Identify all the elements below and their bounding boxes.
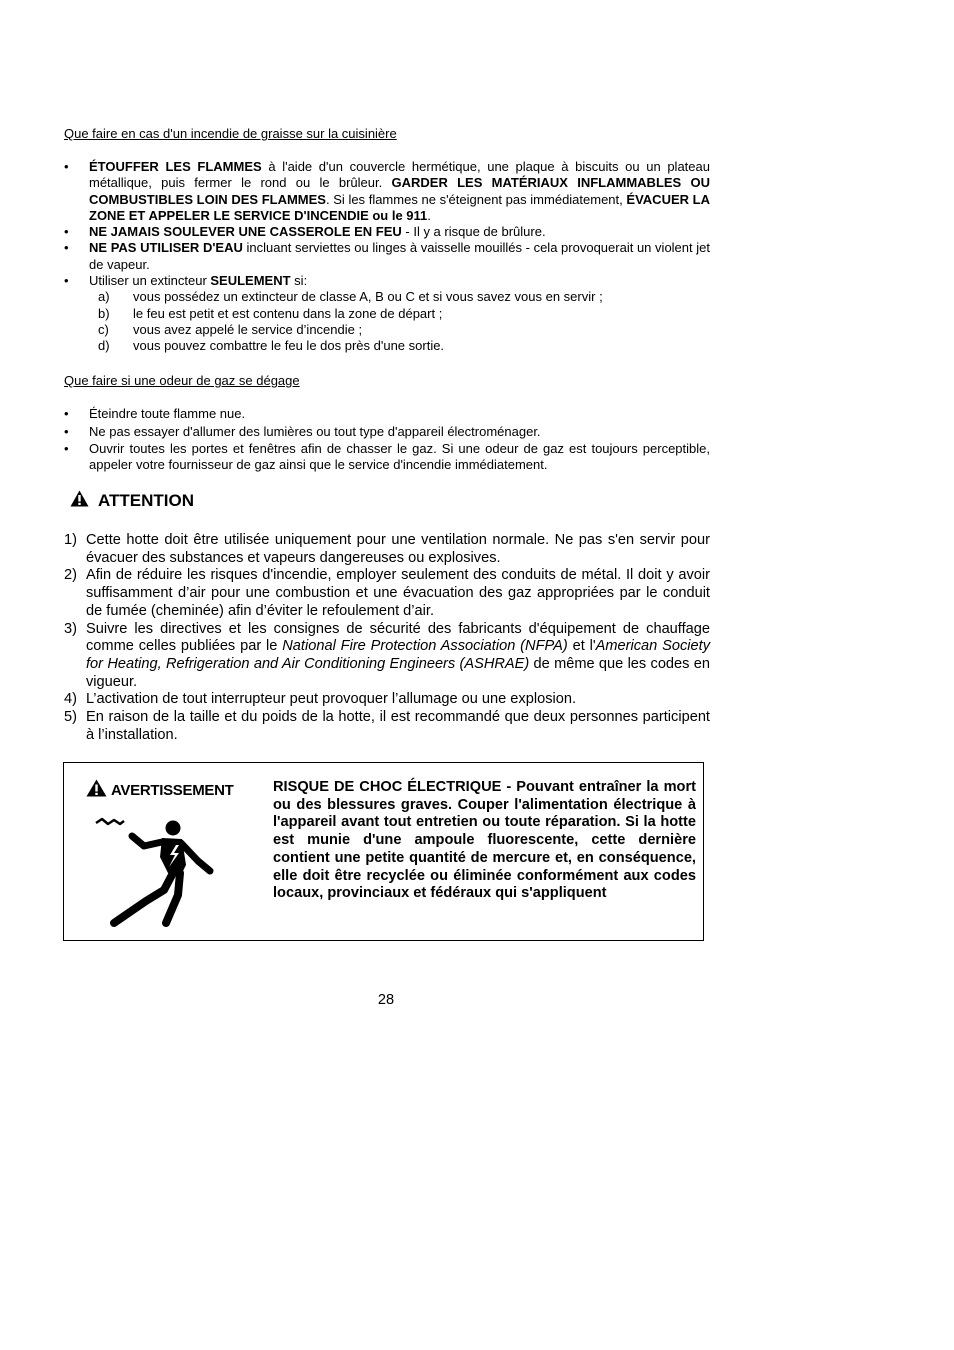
- bold-text: SEULEMENT: [210, 273, 291, 289]
- sub-item-label: a): [98, 289, 110, 305]
- item-text: En raison de la taille et du poids de la hotte, il est recommandé que deux personnes participent à l’installation.: [86, 709, 710, 743]
- body-text: .: [427, 207, 431, 223]
- item-number: 3): [64, 620, 77, 637]
- item-text: L’activation de tout interrupteur peut provoquer l’allumage ou une explosion.: [86, 691, 577, 708]
- gas-odor-heading: Que faire si une odeur de gaz se dégage: [64, 373, 300, 388]
- body-text: . Si les flammes ne s'éteignent pas immédiatement,: [325, 191, 627, 207]
- bold-text: NE JAMAIS SOULEVER UNE CASSEROLE EN FEU: [89, 224, 402, 240]
- sub-item-text: vous possédez un extincteur de classe A, B ou C et si vous savez vous en servir ;: [133, 289, 603, 305]
- warning-label-text: AVERTISSEMENT: [111, 782, 234, 799]
- body-text: à l'aide d'un couvercle hermétique, une plaque à biscuits ou un plateau métallique, puis fermer le rond ou le brûleur.: [89, 159, 710, 191]
- electrical-warning-box: [63, 762, 704, 941]
- sub-item-text: vous avez appelé le service d’incendie ;: [133, 321, 363, 337]
- gas-odor-list: [64, 406, 710, 473]
- attention-list: [64, 532, 710, 744]
- electric-shock-icon: [94, 815, 219, 932]
- list-item: [64, 273, 710, 354]
- warning-triangle-icon: [86, 779, 107, 802]
- body-text: incluant serviettes ou linges à vaisselle mouillés - cela provoquerait un violent jet de vapeur.: [89, 240, 710, 272]
- sub-item-label: c): [98, 321, 109, 337]
- warning-label: [86, 779, 234, 802]
- list-item: [64, 159, 710, 224]
- list-item: [64, 567, 710, 620]
- list-item: [64, 532, 710, 567]
- italic-text: American Society for Heating, Refrigeration and Air Conditioning Engineers (ASHRAE): [86, 638, 711, 672]
- item-text: Afin de réduire les risques d'incendie, employer seulement des conduits de métal. Il doit y avoir suffisamment d’air pour une combustion et une évacuation des gaz appropriées par le conduit de fumée (cheminée) afin d’éviter le refoulement d’air.: [86, 567, 710, 619]
- attention-heading: [70, 490, 194, 512]
- item-text: et l': [567, 638, 596, 655]
- warning-triangle-icon: [70, 490, 89, 512]
- grease-fire-heading: Que faire en cas d'un incendie de graisse sur la cuisinière: [64, 126, 397, 141]
- italic-text: National Fire Protection Association (NFPA): [282, 638, 568, 655]
- sub-item-label: b): [98, 305, 110, 321]
- item-number: 4): [64, 691, 77, 708]
- body-text: - Il y a risque de brûlure.: [401, 224, 546, 240]
- bold-text: ÉTOUFFER LES FLAMMES: [89, 159, 262, 174]
- list-item: • Ne pas essayer d'allumer des lumières ou tout type d'appareil électroménager.: [64, 424, 710, 440]
- page-number: 28: [377, 992, 395, 1008]
- sub-item-text: le feu est petit et est contenu dans la zone de départ ;: [133, 305, 443, 321]
- bold-text: NE PAS UTILISER D'EAU: [89, 240, 243, 256]
- list-item: [64, 709, 710, 744]
- list-item: • Ouvrir toutes les portes et fenêtres afin de chasser le gaz. Si une odeur de gaz est toujours perceptible, appeler votre fournisseur de gaz ainsi que le service d'incendie immédiatement.: [64, 441, 710, 474]
- bold-text: GARDER LES MATÉRIAUX INFLAMMABLES OU COMBUSTIBLES LOIN DES FLAMMES: [89, 175, 710, 207]
- sub-item: [89, 322, 710, 338]
- sub-item: [89, 289, 710, 305]
- body-text: Utiliser un extincteur: [89, 273, 211, 289]
- sub-item-label: d): [98, 338, 110, 354]
- item-text: Suivre les directives et les consignes de sécurité des fabricants d'équipement de chauffage comme celles publiées par le: [86, 620, 710, 655]
- list-item: [64, 691, 710, 709]
- item-number: 5): [64, 709, 77, 726]
- sub-item: [89, 338, 710, 354]
- list-item: • Éteindre toute flamme nue.: [64, 406, 710, 422]
- sub-item: [89, 306, 710, 322]
- list-item: [64, 224, 710, 240]
- body-text: si:: [290, 273, 308, 289]
- list-item: [64, 621, 710, 692]
- list-item: [64, 240, 710, 273]
- bold-text: ÉVACUER LA ZONE ET APPELER LE SERVICE D'INCENDIE ou le 911: [89, 191, 710, 223]
- extinguisher-conditions: [89, 289, 710, 354]
- attention-title: ATTENTION: [98, 491, 195, 510]
- item-number: 1): [64, 532, 77, 548]
- sub-item-text: vous pouvez combattre le feu le dos près d'une sortie.: [133, 338, 445, 354]
- item-text: Cette hotte doit être utilisée uniquement pour une ventilation normale. Ne pas s'en servir pour évacuer des substances et vapeurs dangereuses ou explosives.: [86, 532, 710, 566]
- warning-text: RISQUE DE CHOC ÉLECTRIQUE - Pouvant entraîner la mort ou des blessures graves. Couper l'alimentation électrique à l'appareil avant tout entretien ou toute réparation. Si la hotte est munie d'une ampoule fluorescente, cette dernière contient une petite quantité de mercure et, en conséquence, elle doit être recyclée ou éliminée conformément aux codes locaux, provinciaux et fédéraux qui s'appliquent: [273, 779, 696, 902]
- item-number: 2): [64, 567, 77, 584]
- item-text: de même que les codes en vigueur.: [86, 655, 710, 690]
- grease-fire-list: [64, 159, 710, 355]
